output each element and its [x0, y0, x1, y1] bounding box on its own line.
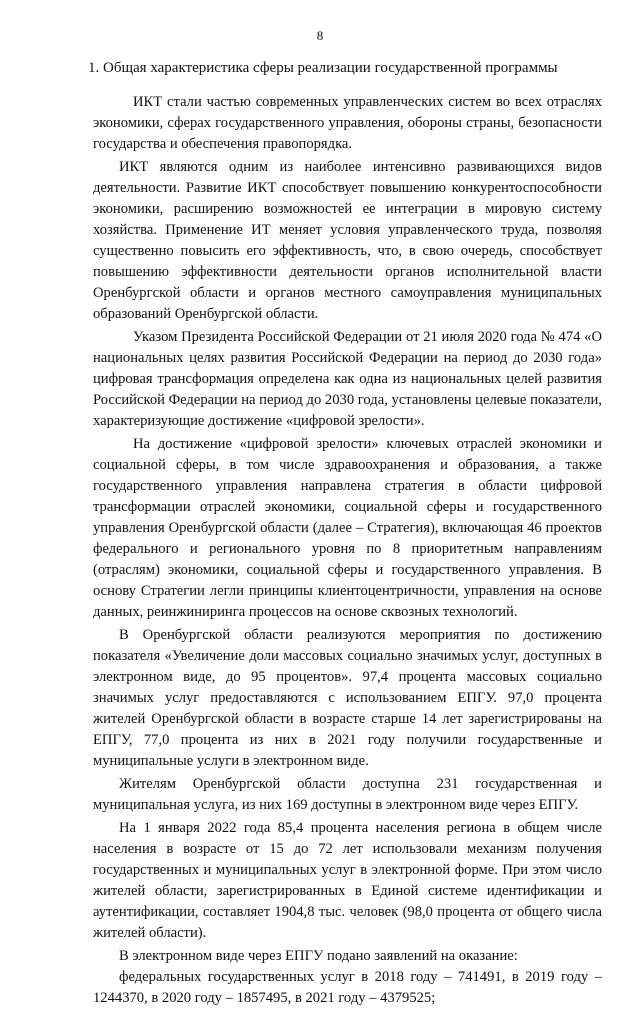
paragraph-federal-services: федеральных государственных услуг в 2018 году – 741491, в 2019 году – 1244370, в 2020 году – 1857495, в 2021 году – 4379525; [93, 969, 602, 1006]
page-number: 8 [316, 28, 324, 43]
paragraph-population-usage: На 1 января 2022 года 85,4 процента населения региона в общем числе населения в возрасте от 15 до 72 лет использовали механизм получения государственных и муниципальных услуг в электронной форме. При этом число жителей области, зарегистрированных в Единой системе идентификации и аутентификации, составляет 1904,8 тыс. человек (98,0 процента от общего числа жителей области). [93, 820, 602, 941]
paragraph-ict-systems: ИКТ стали частью современных управленческих систем во всех отраслях экономики, сферах государственного управления, обороны страны, безопасности государства и обеспечения правопорядка. [93, 94, 602, 152]
paragraph-applications-intro: В электронном виде через ЕПГУ подано заявлений на оказание: [119, 948, 518, 964]
paragraph-digital-strategy: На достижение «цифровой зрелости» ключевых отраслей экономики и социальной сферы, в том числе здравоохранения и образования, а также государственного управления направлена стратегия в области цифровой трансформации отраслей экономики, социальной сферы и государственного управления Оренбургской области (далее – Стратегия), включающая 46 проектов федерального и регионального уровня по 8 приоритетным направлениям (отраслям) экономики, социальной сферы и государственного управления. В основу Стратегии легли принципы клиентоцентричности, управления на основе данных, реинжиниринга процессов на основе сквозных технологий. [93, 436, 602, 620]
paragraph-services-indicator: В Оренбургской области реализуются мероприятия по достижению показателя «Увеличение доли массовых социально значимых услуг, доступных в электронном виде, до 95 процентов». 97,4 процента массовых социально значимых услуг предоставляются с использованием ЕПГУ. 97,0 процента жителей Оренбургской области в возрасте старше 14 лет зарегистрированы на ЕПГУ, 77,0 процента из них в 2021 году получили государственные и муниципальные услуги в электронном виде. [93, 627, 602, 769]
paragraph-ict-development: ИКТ являются одним из наиболее интенсивно развивающихся видов деятельности. Развитие ИКТ способствует повышению конкурентоспособности экономики, расширению возможностей ее интеграции в мировую систему хозяйства. Применение ИТ меняет условия управленческого труда, позволяя существенно повысить его эффективность, что, в свою очередь, способствует повышению эффективности деятельности органов исполнительной власти Оренбургской области и органов местного самоуправления муниципальных образований Оренбургской области. [93, 159, 602, 322]
document-body [93, 92, 602, 1009]
paragraph-presidential-decree: Указом Президента Российской Федерации от 21 июля 2020 года № 474 «О национальных целях развития Российской Федерации на период до 2030 года» цифровая трансформация определена как одна из национальных целей развития Российской Федерации на период до 2030 года, установлены целевые показатели, характеризующие достижение «цифровой зрелости». [93, 329, 602, 429]
paragraph-available-services: Жителям Оренбургской области доступна 231 государственная и муниципальная услуга, из них 169 доступны в электронном виде через ЕПГУ. [93, 776, 602, 813]
section-heading: 1. Общая характеристика сферы реализации государственной программы [88, 60, 558, 76]
